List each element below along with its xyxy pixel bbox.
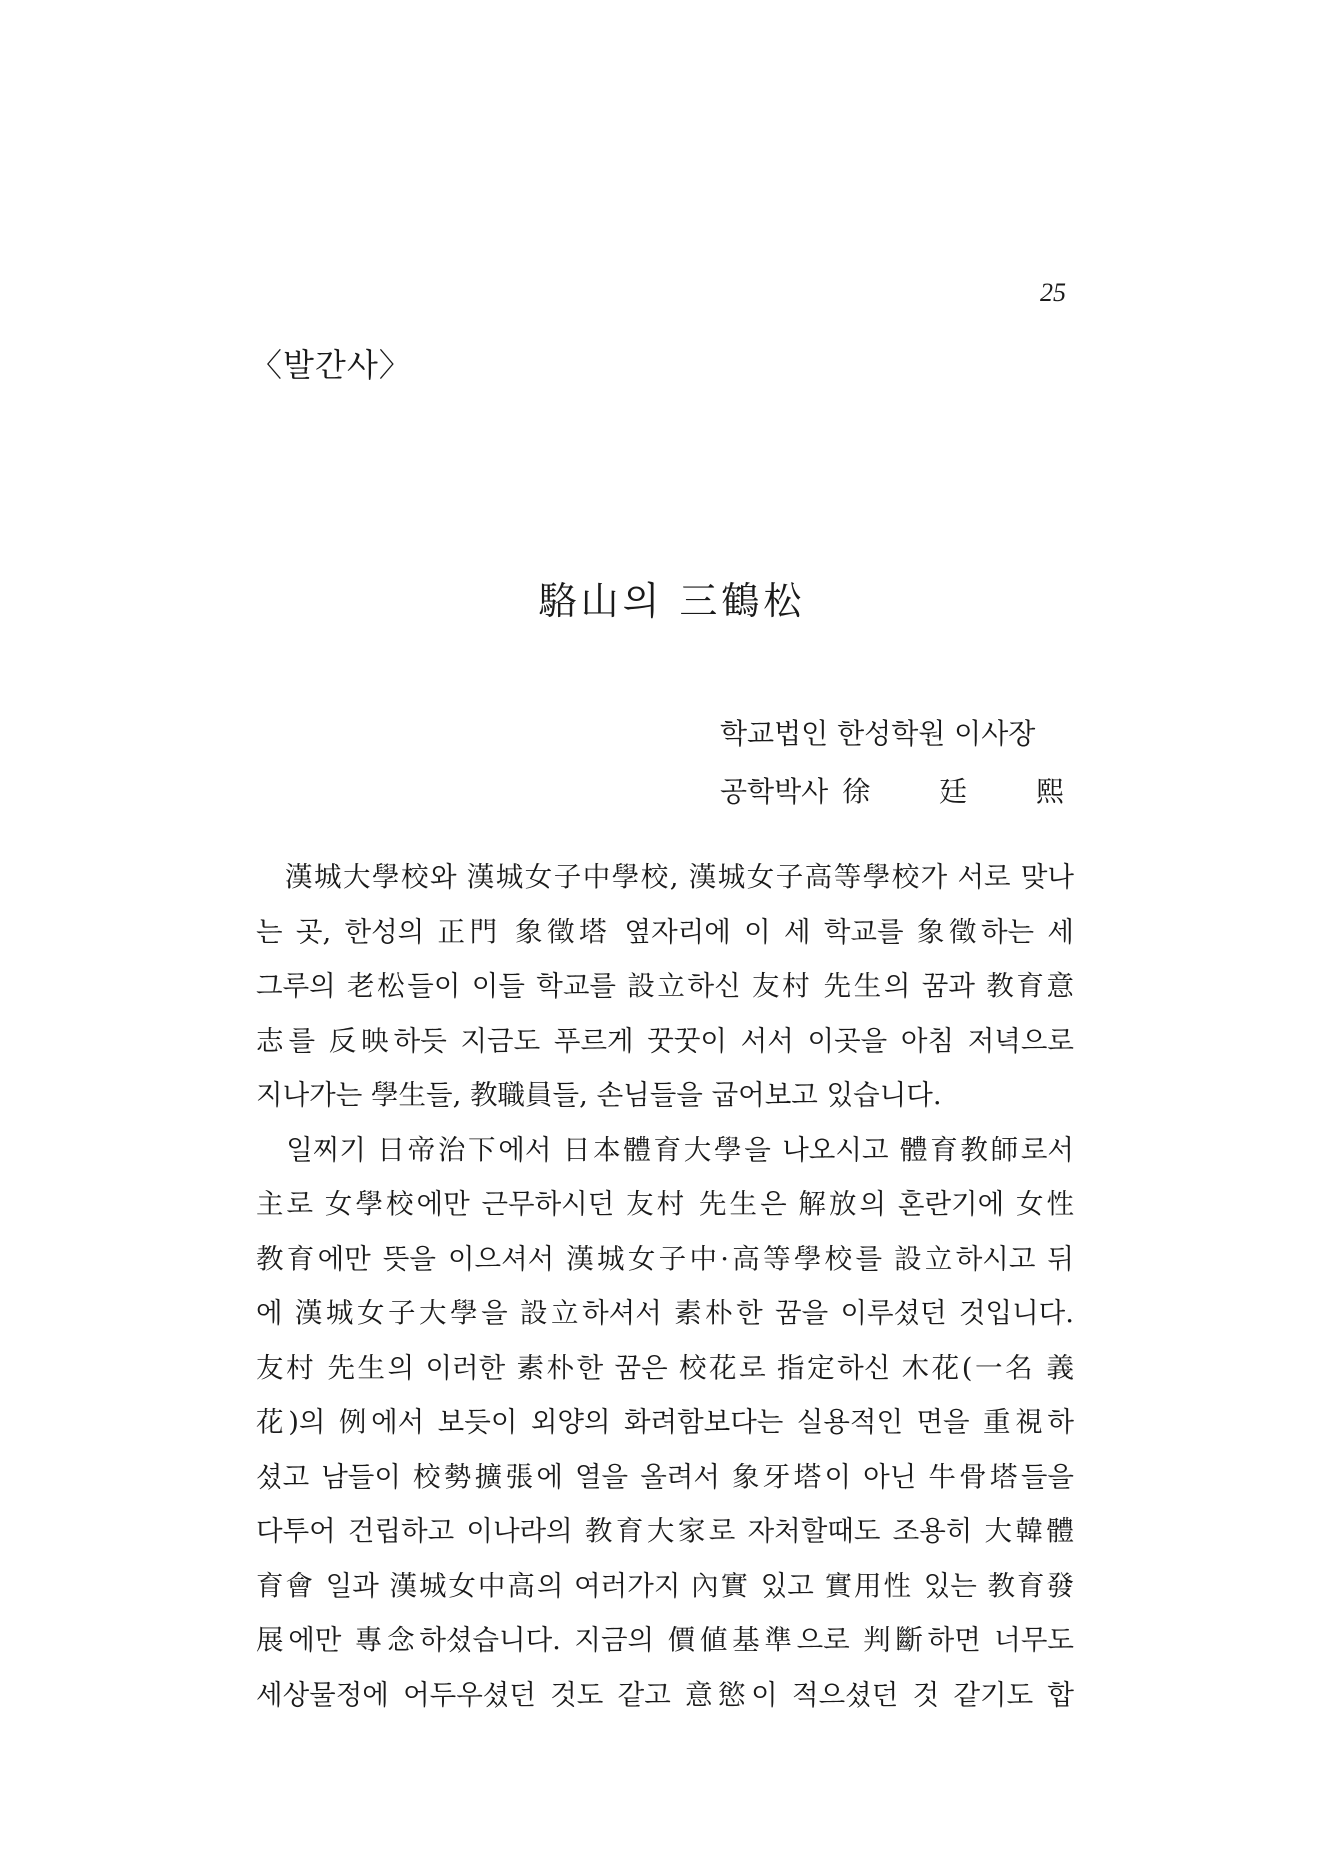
body-line: 에 漢城女子大學을 設立하셔서 素朴한 꿈을 이루셨던 것입니다. [256,1297,1074,1329]
author-degree: 공학박사 [720,775,829,808]
page-number: 25 [1040,278,1066,307]
body-line: 主로 女學校에만 근무하시던 友村 先生은 解放의 혼란기에 女性 [256,1188,1074,1220]
author-name: 徐 廷 熙 [842,775,1095,808]
body-line: 다투어 건립하고 이나라의 教育大家로 자처할때도 조용히 大韓體 [256,1515,1074,1547]
body-line: 지나가는 學生들, 教職員들, 손님들을 굽어보고 있습니다. [256,1079,942,1111]
body-line: 漢城大學校와 漢城女子中學校, 漢城女子高等學校가 서로 맞나 [256,861,1074,893]
section-label: 〈발간사〉 [250,346,412,384]
body-line: 友村 先生의 이러한 素朴한 꿈은 校花로 指定하신 木花(一名 義 [256,1351,1074,1384]
author-affiliation: 학교법인 한성학원 이사장 [720,717,1036,750]
body-line: 셨고 남들이 校勢擴張에 열을 올려서 象牙塔이 아닌 牛骨塔들을 [256,1460,1074,1493]
body-line: 는 곳, 한성의 正門 象徵塔 옆자리에 이 세 학교를 象徵하는 세 [256,915,1074,948]
author-credentials [720,763,1094,821]
article-title: 駱山의 三鶴松 [538,579,806,623]
body-line: 세상물정에 어두우셨던 것도 같고 意慾이 적으셨던 것 같기도 합 [256,1678,1074,1711]
author-block [720,705,1094,821]
body-line: 教育에만 뜻을 이으셔서 漢城女子中·高等學校를 設立하시고 뒤 [256,1242,1074,1275]
body-text [256,850,1074,1722]
body-line: 志를 反映하듯 지금도 푸르게 꿋꿋이 서서 이곳을 아침 저녁으로 [256,1024,1074,1057]
body-line: 일찌기 日帝治下에서 日本體育大學을 나오시고 體育教師로서 [256,1133,1074,1166]
body-line: 展에만 專念하셨습니다. 지금의 價値基準으로 判斷하면 너무도 [256,1624,1074,1656]
body-line: 育會 일과 漢城女中高의 여러가지 內實 있고 實用性 있는 教育發 [256,1569,1074,1602]
body-line: 花)의 例에서 보듯이 외양의 화려함보다는 실용적인 면을 重視하 [256,1406,1074,1438]
body-line: 그루의 老松들이 이들 학교를 設立하신 友村 先生의 꿈과 教育意 [256,970,1074,1002]
